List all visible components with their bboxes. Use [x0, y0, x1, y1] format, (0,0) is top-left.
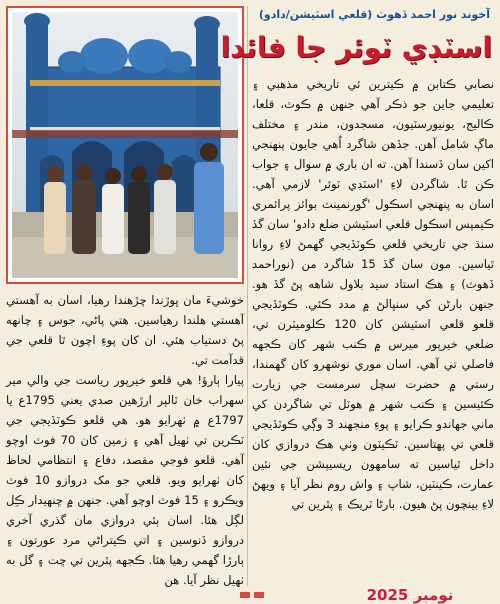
article-paragraph: نصابي ڪتابن ۾ ڪيترين ئي تاريخي مذهبي ۽ تعليمي جاين جو ذڪر آهي جنهن ۾ ڪوٽ، قلعا، ڪاليج، يونيورسٽيون، مسجدون، مندر ۽ مختلف ماڳ شامل آهن. جڏهن شاگرد اُهي جايون پنهنجي اکين سان ڏسندا آهن. ته ان باري ۾ سوال ۽ جواب ڪن ٿا. شاگردن لاءِ 'اسٽڊي ٽوئر' لازمي آهي. اسان به پنهنجي اسڪول 'گورنمينٽ بوائز پرائمري ڪيمپس اسڪول قلعي اسٽيشن ضلع دادو' سان گڏ سنڌ جي تاريخي قلعي ڪوٽڏيجي گهمڻ لاءِ روانا ٿياسين. مون سان گڏ 15 شاگرد من (نوراحمد ڏهوٽ) ۽ هڪ استاد سيد بلاول شاهه پڻ گڏ هو. جنهن بارڻن کي سنڀالڻ ۾ مدد ڪئي. ڪوٽڏيجي قلعو قلعي اسٽيشن کان 120 ڪلوميٽرن تي، ضلعي خيرپور ميرس ۾ ڪنب شهر کان ڪجهه فاصلي تي آهي. اسان موري نوشهرو کان گهمندا، رستي ۾ حضرت سچل سرمست جي زيارت ڪئيسين ۽ ڪنب شهر ۾ هوٽل تي شاگردن کي ماني جهاندو ڪرايو ۽ پوءِ منجهند 3 وڳي ڪوٽڏيجي قلعي تي پهتاسين. ٽڪيٽون وٺي هڪ دروازي کان داخل ٿياسين ته سامهون ريسيپشن جي نئين عمارت، ڪينٽين، شاپ ۽ واش روم نظر آيا ۽ ويهڻ لاءِ بينچون پڻ هيون. بارڻا ٽريڪ ۽ پٿرين تي	[252, 77, 494, 511]
author-byline: آخوند نور احمد ڏهوٽ (قلعي اسٽيشن/دادو)	[258, 8, 490, 21]
decorative-footer-mark	[240, 588, 310, 602]
article-photo-frame	[6, 6, 244, 284]
issue-date: 2025 نومبر	[366, 586, 454, 604]
article-headline: اسٽڊي ٽوئر جا فائدا	[220, 31, 492, 64]
column-divider	[247, 6, 248, 586]
article-paragraph: خوشيءَ مان ڀوڙندا ڇڙهندا رهيا، اسان به آهستي آهستي هلندا رهياسين. هتي پاڻي، جوس ۽ چانهه پڻ دستياب هئي. ان کان پوءِ اچون ٿا قلعي جي قدآمت تي. پيارا ٻارؤ! هي قلعو خيرپور رياست جي والي مير سهراب خان ٽالپر ارڙهين صدي يعني 1795ع يا 1797ع ۾ ٺهرايو هو. هي قلعو ڪوٽڏيجي جي ٽڪرين تي ٺهيل آهي ۽ زمين کان 70 فوٽ اوچو آهي. قلعو فوجي مقصد، دفاع ۽ انتظامي لحاظ کان ٺهرايو ويو. قلعي جو مک دروازو 10 فوٽ ويڪرو ۽ 15 فوٽ اوچو آهي. جنهن ۾ ڇنهيدار ڪِل لڳل هئا. اسان ٻئي دروازي مان گذري آخري دروازو ڏنوسين ۽ اتي ڪيتراڻي مرد عورتون ۽ ٻارڙا گهمي رهيا هئا. ڪجهه پٿرين تي ڇت ۽ گل به ٺهيل نظر آيا. هن	[6, 293, 244, 587]
photo-illustration	[12, 12, 238, 278]
shrine-group-photo	[12, 12, 238, 278]
article-body-right-column	[252, 74, 494, 582]
article-body-left-column	[6, 290, 244, 587]
